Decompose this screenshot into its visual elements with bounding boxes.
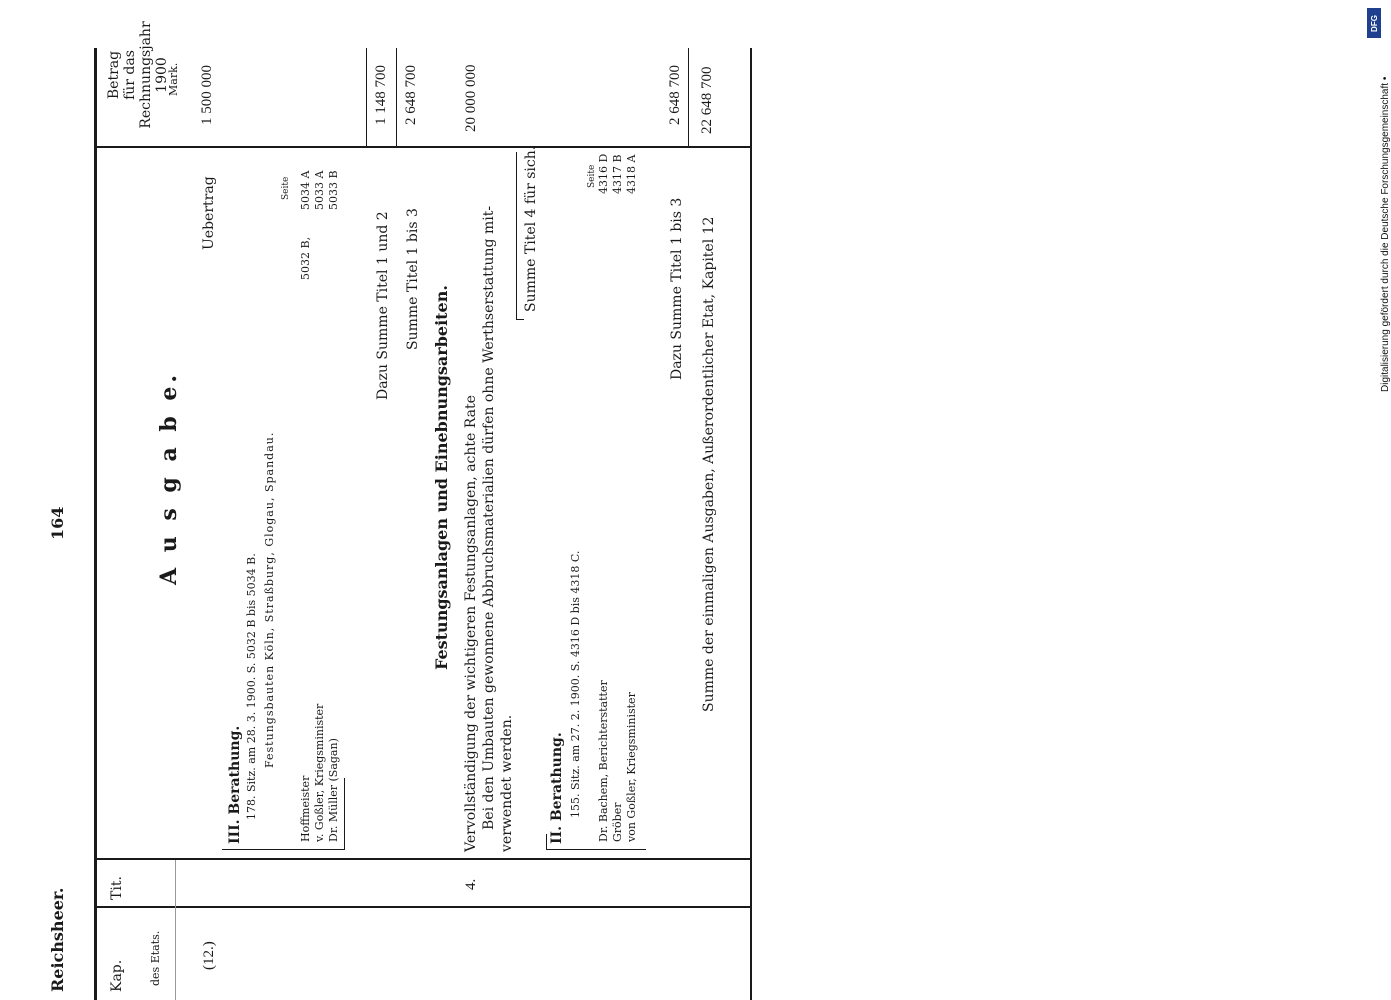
vervollst-1: Vervollständigung der wichtigeren Festungsanlagen, achte Rate (463, 395, 479, 852)
col-rule-betrag (94, 146, 752, 148)
sum-rule-1 (366, 48, 367, 148)
beratung2-sitzung: 155. Sitz. am 27. 2. 1900. S. 4316 D bis 4318 C. (569, 550, 582, 818)
beratung3-title: III. Berathung. (227, 725, 243, 844)
running-head: Reichsheer. (48, 887, 67, 992)
beratung2-bracket-top (546, 834, 547, 850)
summe-einmalig-amount: 22 648 700 (699, 66, 715, 134)
header-subrule (175, 860, 176, 1000)
col-tit: Tit. (109, 876, 125, 900)
summe-einmalig: Summe der einmaligen Ausgaben, Außerordentlicher Etat, Kapitel 12 (701, 216, 717, 712)
col-mark: Mark. (167, 62, 180, 96)
beratung3-sitzung: 178. Sitz. am 28. 3. 1900. S. 5032 B bis 5034 B. (245, 553, 258, 820)
speaker-3-1-page2: 5034 A (299, 170, 312, 210)
kap-12: (12.) (201, 941, 217, 970)
summe-4-tick-left (516, 319, 524, 320)
speaker-3-1-page: 5032 B, (299, 236, 312, 280)
beratung2-bracket-left (546, 849, 646, 850)
speaker-3-2: v. Goßler, Kriegsminister (313, 703, 326, 842)
speaker-2-1: Dr. Bachem, Berichterstatter (597, 680, 610, 842)
vervollst-2: Bei den Umbauten gewonnene Abbruchsmaterialien dürfen ohne Werthserstattung mit- (481, 205, 497, 830)
speaker-3-3: Dr. Müller (Sagan) (327, 738, 340, 842)
speaker-2-3-page: 4318 A (625, 154, 638, 194)
col-betrag: Betrag für das Rechnungsjahr 1900 (106, 21, 171, 129)
dazu-1-3-amount: 2 648 700 (667, 65, 683, 125)
sum-rule-2 (396, 48, 397, 148)
dfg-logo: DFG (1367, 8, 1381, 38)
uebertrag-amount: 1 500 000 (199, 65, 215, 125)
beratung2-title: II. Berathung. (549, 732, 565, 844)
dazu-1-3: Dazu Summe Titel 1 bis 3 (669, 197, 685, 380)
summe-4: Summe Titel 4 für sich. (523, 145, 539, 312)
dazu-1-2-amount: 1 148 700 (373, 65, 389, 125)
dazu-1-2: Dazu Summe Titel 1 und 2 (375, 211, 391, 400)
seite-label-1: Seite (281, 176, 291, 200)
speaker-2-2: Gröber (611, 802, 624, 842)
festung-title: Festungsanlagen und Einebnungsarbeiten. (432, 285, 451, 670)
col-kap: Kap. (109, 959, 125, 992)
speaker-3-2-page: 5033 A (313, 170, 326, 210)
page-heading: A u s g a b e. (156, 370, 182, 585)
speaker-3-3-page: 5033 B (327, 170, 340, 210)
scanned-page (50, 0, 810, 1000)
beratung3-bracket-bottom (344, 778, 345, 850)
vervollst-3: verwendet werden. (499, 714, 515, 852)
speaker-3-1: Hoffmeister (299, 775, 312, 842)
summe-1-3: Summe Titel 1 bis 3 (405, 208, 421, 350)
col-des-etats: des Etats. (149, 930, 162, 986)
col-rule-kap (94, 906, 752, 908)
speaker-2-3: von Goßler, Kriegsminister (625, 692, 638, 842)
speaker-2-2-page: 4317 B (611, 154, 624, 194)
sum-rule-3 (688, 48, 689, 148)
vervollst-amount: 20 000 000 (463, 64, 479, 132)
beratung3-topic: Festungsbauten Köln, Straßburg, Glogau, Spandau. (263, 431, 276, 768)
col-rule-tit (94, 858, 752, 860)
uebertrag-label: Uebertrag (201, 176, 217, 250)
summe-1-3-amount: 2 648 700 (403, 65, 419, 125)
page-number: 164 (48, 506, 67, 540)
beratung3-bracket-left (222, 849, 344, 850)
speaker-2-1-page: 4316 D (597, 153, 610, 194)
digitization-credit: Digitalisierung gefördert durch die Deutsche Forschungsgemeinschaft • (1380, 76, 1391, 392)
seite-label-2: Seite (587, 164, 597, 188)
tit-4: 4. (463, 878, 479, 890)
summe-4-rule (516, 152, 517, 320)
